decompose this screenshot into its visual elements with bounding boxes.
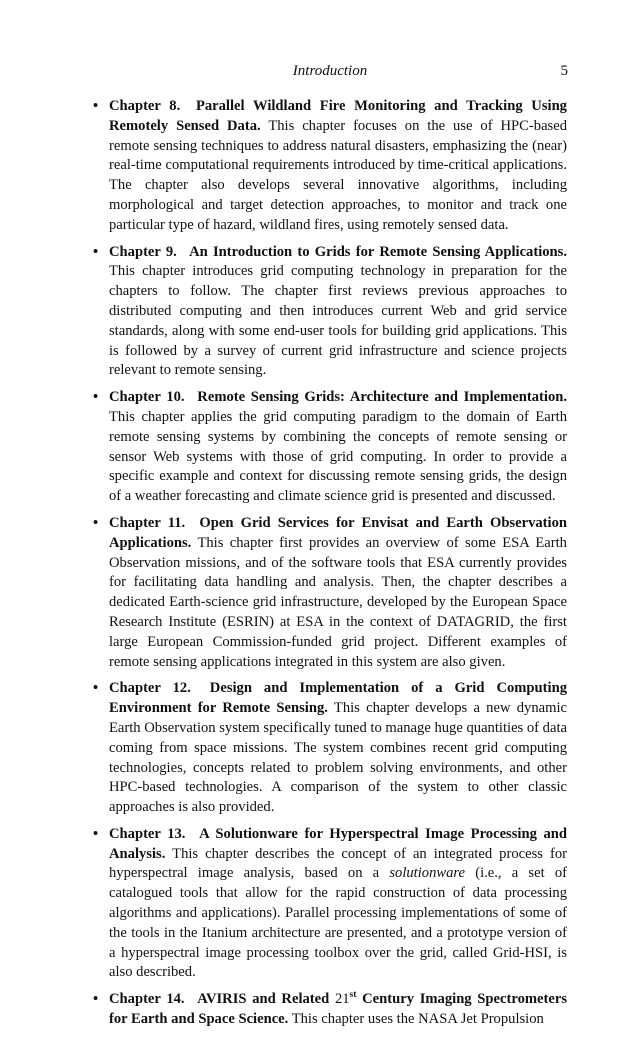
chapter-entry-12	[93, 679, 567, 818]
chapter-description: This chapter develops a new dynamic Earth Observation system specifically tuned to manage huge quantities of data coming from space missions. The system combines recent grid computing technologies, concepts related to problem solving environments, and other HPC-based technologies. A comparison of the system to other classic approaches is also provided.	[109, 700, 567, 816]
chapter-number: Chapter 10.	[109, 389, 185, 406]
chapter-description: This chapter introduces grid computing technology in preparation for the chapters to follow. The chapter first reviews previous approaches to distributed computing and then introduces current Web and grid service standards, along with some end-user tools for building grid applications. This is followed by a survey of current grid infrastructure and science projects relevant to remote sensing.	[109, 263, 567, 379]
page-number: 5	[560, 63, 568, 79]
chapter-heading: Open Grid Services for Envisat and Earth Observation Applications.	[109, 514, 567, 551]
chapter-number: Chapter 12.	[109, 680, 191, 697]
bullet-icon: •	[93, 991, 99, 1008]
chapter-number: Chapter 11.	[109, 514, 186, 531]
chapter-number: Chapter 9.	[109, 243, 177, 260]
chapter-number: Chapter 8.	[109, 98, 181, 114]
chapter-description-start: This chapter describes the concept of an integrated process for hyperspectral image analysis, based on a	[109, 845, 567, 882]
running-head	[92, 61, 568, 83]
chapter-number: Chapter 14.	[109, 991, 185, 1008]
chapter-entry-11	[93, 514, 567, 672]
century-number	[335, 991, 356, 1007]
chapter-entry-10	[93, 388, 568, 507]
chapter-description: This chapter first provides an overview of some ESA Earth Observation missions, and of the software tools that ESA currently provides for facilitating data handling and analysis. Then, the chapter describes a dedicated Earth-science grid infrastructure, developed by the European Space Research Institute (ESRIN) at ESA in the context of DATAGRID, the first large European Commission-funded grid project. Different examples of remote sensing applications integrated in this system are also given.	[109, 534, 567, 670]
chapter-entry-13	[93, 825, 567, 983]
chapter-heading-end: Century Imaging Spectrometers for Earth and Space Science.	[109, 991, 567, 1028]
bullet-icon: •	[93, 389, 99, 406]
chapter-heading-start: AVIRIS and Related	[197, 991, 330, 1008]
running-head-title: Introduction	[292, 63, 368, 79]
chapter-entry-9	[93, 243, 567, 382]
chapter-description: This chapter focuses on the use of HPC-based remote sensing techniques to address natural disasters, emphasizing the (near) real-time computational requirements introduced by time-critical applications. The chapter also develops several innovative algorithms, including morphological and target detection approaches, to monitor and track one particular type of hazard, wildland fires, using remotely sensed data.	[109, 117, 567, 233]
bullet-icon: •	[93, 98, 99, 114]
chapter-heading: Remote Sensing Grids: Architecture and Implementation.	[197, 389, 568, 406]
chapter-description: This chapter uses the NASA Jet Propulsion	[291, 1011, 544, 1028]
century-digits: 21	[334, 991, 350, 1008]
bullet-icon: •	[93, 514, 99, 531]
chapter-summary-list	[93, 97, 568, 1037]
bullet-icon: •	[93, 243, 99, 260]
chapter-number: Chapter 13.	[109, 825, 186, 842]
ordinal-suffix: st	[349, 990, 357, 1001]
chapter-entry-14	[93, 990, 567, 1030]
chapter-description-end: (i.e., a set of catalogued tools that allow for the rapid construction of data processing algorithms and applications). Parallel processing implementations of some of the tools in the Itanium architecture are presented, and a prototype version of a hyperspectral image processing toolbox over the grid, called Grid-HSI, is also described.	[109, 865, 567, 981]
bullet-icon: •	[93, 825, 99, 842]
chapter-entry-8	[93, 97, 567, 236]
bullet-icon: •	[93, 680, 99, 697]
chapter-heading: Parallel Wildland Fire Monitoring and Tracking Using Remotely Sensed Data.	[109, 98, 567, 134]
chapter-heading: A Solutionware for Hyperspectral Image Processing and Analysis.	[109, 825, 567, 862]
solutionware-term: solutionware	[389, 865, 466, 882]
chapter-description: This chapter applies the grid computing paradigm to the domain of Earth remote sensing systems by combining the concepts of remote sensing or sensor Web systems with those of grid computing. In order to provide a specific example and context for discussing remote sensing grids, the design of a weather forecasting and climate science grid is presented and discussed.	[109, 408, 567, 505]
chapter-heading: An Introduction to Grids for Remote Sensing Applications.	[189, 243, 567, 260]
chapter-heading: Design and Implementation of a Grid Computing Environment for Remote Sensing.	[109, 680, 567, 717]
